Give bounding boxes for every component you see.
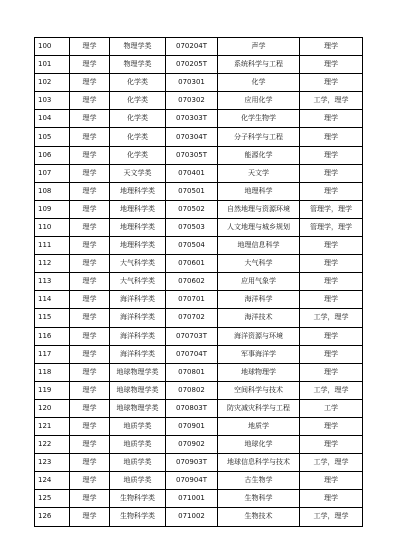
discipline-category-cell: 理学: [70, 56, 110, 74]
major-name-cell: 军事海洋学: [218, 345, 300, 363]
major-class-cell: 化学类: [110, 110, 166, 128]
row-number-cell: 103: [35, 92, 70, 110]
table-row: [35, 399, 363, 417]
discipline-category-cell: 理学: [70, 381, 110, 399]
row-number-cell: 110: [35, 218, 70, 236]
table-row: [35, 164, 363, 182]
table-row: [35, 327, 363, 345]
row-number-cell: 113: [35, 273, 70, 291]
major-name-cell: 空间科学与技术: [218, 381, 300, 399]
table-row: [35, 56, 363, 74]
major-name-cell: 海洋科学: [218, 291, 300, 309]
degree-category-cell: 理学: [300, 38, 363, 56]
degree-category-cell: 理学: [300, 327, 363, 345]
row-number-cell: 117: [35, 345, 70, 363]
row-number-cell: 107: [35, 164, 70, 182]
major-code-cell: 070303T: [166, 110, 218, 128]
table-row: [35, 200, 363, 218]
discipline-category-cell: 理学: [70, 490, 110, 508]
row-number-cell: 104: [35, 110, 70, 128]
major-name-cell: 系统科学与工程: [218, 56, 300, 74]
degree-category-cell: 理学: [300, 182, 363, 200]
degree-category-cell: 理学: [300, 345, 363, 363]
major-code-cell: 070504: [166, 237, 218, 255]
table-row: [35, 490, 363, 508]
major-code-cell: 070902: [166, 436, 218, 454]
major-code-cell: 070701: [166, 291, 218, 309]
table-row: [35, 110, 363, 128]
table-row: [35, 454, 363, 472]
major-code-cell: 070304T: [166, 128, 218, 146]
discipline-category-cell: 理学: [70, 309, 110, 327]
row-number-cell: 115: [35, 309, 70, 327]
table-row: [35, 38, 363, 56]
major-class-cell: 海洋科学类: [110, 291, 166, 309]
major-class-cell: 地球物理学类: [110, 363, 166, 381]
major-name-cell: 海洋资源与环境: [218, 327, 300, 345]
major-name-cell: 地球化学: [218, 436, 300, 454]
degree-category-cell: 理学: [300, 273, 363, 291]
degree-category-cell: 理学: [300, 56, 363, 74]
major-name-cell: 大气科学: [218, 255, 300, 273]
catalog-table-body: [35, 38, 363, 527]
table-row: [35, 381, 363, 399]
major-class-cell: 物理学类: [110, 38, 166, 56]
major-name-cell: 天文学: [218, 164, 300, 182]
major-class-cell: 地理科学类: [110, 200, 166, 218]
table-row: [35, 417, 363, 435]
major-code-cell: 070601: [166, 255, 218, 273]
major-name-cell: 地质学: [218, 417, 300, 435]
major-name-cell: 人文地理与城乡规划: [218, 218, 300, 236]
major-name-cell: 应用气象学: [218, 273, 300, 291]
degree-category-cell: 理学: [300, 128, 363, 146]
row-number-cell: 108: [35, 182, 70, 200]
major-name-cell: 地球信息科学与技术: [218, 454, 300, 472]
table-row: [35, 74, 363, 92]
major-code-cell: 070503: [166, 218, 218, 236]
row-number-cell: 100: [35, 38, 70, 56]
discipline-category-cell: 理学: [70, 74, 110, 92]
major-class-cell: 地理科学类: [110, 218, 166, 236]
table-row: [35, 363, 363, 381]
degree-category-cell: 理学: [300, 146, 363, 164]
discipline-category-cell: 理学: [70, 472, 110, 490]
major-class-cell: 海洋科学类: [110, 327, 166, 345]
major-name-cell: 生物技术: [218, 508, 300, 526]
table-row: [35, 128, 363, 146]
row-number-cell: 122: [35, 436, 70, 454]
major-class-cell: 物理学类: [110, 56, 166, 74]
row-number-cell: 114: [35, 291, 70, 309]
major-code-cell: 070301: [166, 74, 218, 92]
major-class-cell: 化学类: [110, 74, 166, 92]
row-number-cell: 102: [35, 74, 70, 92]
major-code-cell: 070903T: [166, 454, 218, 472]
discipline-category-cell: 理学: [70, 417, 110, 435]
major-code-cell: 070305T: [166, 146, 218, 164]
discipline-category-cell: 理学: [70, 327, 110, 345]
major-code-cell: 071001: [166, 490, 218, 508]
degree-category-cell: 工学，理学: [300, 508, 363, 526]
discipline-category-cell: 理学: [70, 38, 110, 56]
discipline-category-cell: 理学: [70, 237, 110, 255]
degree-category-cell: 管理学，理学: [300, 218, 363, 236]
degree-category-cell: 理学: [300, 255, 363, 273]
row-number-cell: 119: [35, 381, 70, 399]
major-code-cell: 070602: [166, 273, 218, 291]
major-class-cell: 化学类: [110, 146, 166, 164]
discipline-category-cell: 理学: [70, 454, 110, 472]
discipline-category-cell: 理学: [70, 128, 110, 146]
table-row: [35, 436, 363, 454]
degree-category-cell: 工学，理学: [300, 381, 363, 399]
major-class-cell: 大气科学类: [110, 273, 166, 291]
row-number-cell: 111: [35, 237, 70, 255]
table-row: [35, 291, 363, 309]
catalog-table: [34, 37, 363, 527]
row-number-cell: 121: [35, 417, 70, 435]
degree-category-cell: 理学: [300, 363, 363, 381]
table-row: [35, 508, 363, 526]
table-row: [35, 255, 363, 273]
table-row: [35, 237, 363, 255]
table-row: [35, 92, 363, 110]
degree-category-cell: 理学: [300, 490, 363, 508]
table-row: [35, 146, 363, 164]
discipline-category-cell: 理学: [70, 508, 110, 526]
major-name-cell: 海洋技术: [218, 309, 300, 327]
major-class-cell: 天文学类: [110, 164, 166, 182]
major-class-cell: 地理科学类: [110, 182, 166, 200]
degree-category-cell: 理学: [300, 291, 363, 309]
degree-category-cell: 理学: [300, 237, 363, 255]
table-row: [35, 182, 363, 200]
row-number-cell: 126: [35, 508, 70, 526]
discipline-category-cell: 理学: [70, 218, 110, 236]
major-code-cell: 070502: [166, 200, 218, 218]
major-class-cell: 海洋科学类: [110, 309, 166, 327]
major-name-cell: 自然地理与资源环境: [218, 200, 300, 218]
degree-category-cell: 理学: [300, 472, 363, 490]
row-number-cell: 101: [35, 56, 70, 74]
table-row: [35, 472, 363, 490]
major-class-cell: 地质学类: [110, 417, 166, 435]
major-name-cell: 声学: [218, 38, 300, 56]
major-code-cell: 070904T: [166, 472, 218, 490]
major-name-cell: 分子科学与工程: [218, 128, 300, 146]
row-number-cell: 124: [35, 472, 70, 490]
major-code-cell: 070501: [166, 182, 218, 200]
discipline-category-cell: 理学: [70, 110, 110, 128]
major-code-cell: 070704T: [166, 345, 218, 363]
major-code-cell: 070803T: [166, 399, 218, 417]
discipline-category-cell: 理学: [70, 399, 110, 417]
row-number-cell: 105: [35, 128, 70, 146]
row-number-cell: 112: [35, 255, 70, 273]
major-code-cell: 070801: [166, 363, 218, 381]
major-code-cell: 070703T: [166, 327, 218, 345]
major-code-cell: 070901: [166, 417, 218, 435]
discipline-category-cell: 理学: [70, 291, 110, 309]
major-name-cell: 化学生物学: [218, 110, 300, 128]
major-class-cell: 大气科学类: [110, 255, 166, 273]
degree-category-cell: 工学，理学: [300, 92, 363, 110]
major-class-cell: 地质学类: [110, 472, 166, 490]
discipline-category-cell: 理学: [70, 363, 110, 381]
row-number-cell: 106: [35, 146, 70, 164]
discipline-category-cell: 理学: [70, 182, 110, 200]
major-code-cell: 070702: [166, 309, 218, 327]
degree-category-cell: 理学: [300, 436, 363, 454]
degree-category-cell: 管理学，理学: [300, 200, 363, 218]
major-class-cell: 化学类: [110, 92, 166, 110]
major-class-cell: 化学类: [110, 128, 166, 146]
row-number-cell: 123: [35, 454, 70, 472]
major-class-cell: 地质学类: [110, 454, 166, 472]
major-code-cell: 071002: [166, 508, 218, 526]
row-number-cell: 118: [35, 363, 70, 381]
discipline-category-cell: 理学: [70, 255, 110, 273]
major-class-cell: 地质学类: [110, 436, 166, 454]
major-name-cell: 地理信息科学: [218, 237, 300, 255]
discipline-category-cell: 理学: [70, 273, 110, 291]
degree-category-cell: 理学: [300, 164, 363, 182]
degree-category-cell: 理学: [300, 74, 363, 92]
discipline-category-cell: 理学: [70, 345, 110, 363]
row-number-cell: 116: [35, 327, 70, 345]
degree-category-cell: 理学: [300, 110, 363, 128]
table-row: [35, 345, 363, 363]
major-code-cell: 070302: [166, 92, 218, 110]
discipline-category-cell: 理学: [70, 164, 110, 182]
major-class-cell: 地理科学类: [110, 237, 166, 255]
major-class-cell: 海洋科学类: [110, 345, 166, 363]
major-class-cell: 地球物理学类: [110, 381, 166, 399]
major-class-cell: 地球物理学类: [110, 399, 166, 417]
major-name-cell: 防灾减灾科学与工程: [218, 399, 300, 417]
discipline-category-cell: 理学: [70, 146, 110, 164]
row-number-cell: 125: [35, 490, 70, 508]
major-name-cell: 地球物理学: [218, 363, 300, 381]
discipline-category-cell: 理学: [70, 92, 110, 110]
row-number-cell: 109: [35, 200, 70, 218]
degree-category-cell: 理学: [300, 417, 363, 435]
major-code-cell: 070401: [166, 164, 218, 182]
major-code-cell: 070205T: [166, 56, 218, 74]
major-name-cell: 地理科学: [218, 182, 300, 200]
table-row: [35, 218, 363, 236]
degree-category-cell: 工学，理学: [300, 309, 363, 327]
table-row: [35, 273, 363, 291]
major-name-cell: 古生物学: [218, 472, 300, 490]
major-code-cell: 070802: [166, 381, 218, 399]
major-name-cell: 生物科学: [218, 490, 300, 508]
discipline-category-cell: 理学: [70, 200, 110, 218]
degree-category-cell: 工学，理学: [300, 454, 363, 472]
major-name-cell: 应用化学: [218, 92, 300, 110]
major-code-cell: 070204T: [166, 38, 218, 56]
row-number-cell: 120: [35, 399, 70, 417]
discipline-category-cell: 理学: [70, 436, 110, 454]
major-class-cell: 生物科学类: [110, 508, 166, 526]
major-name-cell: 能源化学: [218, 146, 300, 164]
major-class-cell: 生物科学类: [110, 490, 166, 508]
table-row: [35, 309, 363, 327]
major-name-cell: 化学: [218, 74, 300, 92]
degree-category-cell: 工学: [300, 399, 363, 417]
